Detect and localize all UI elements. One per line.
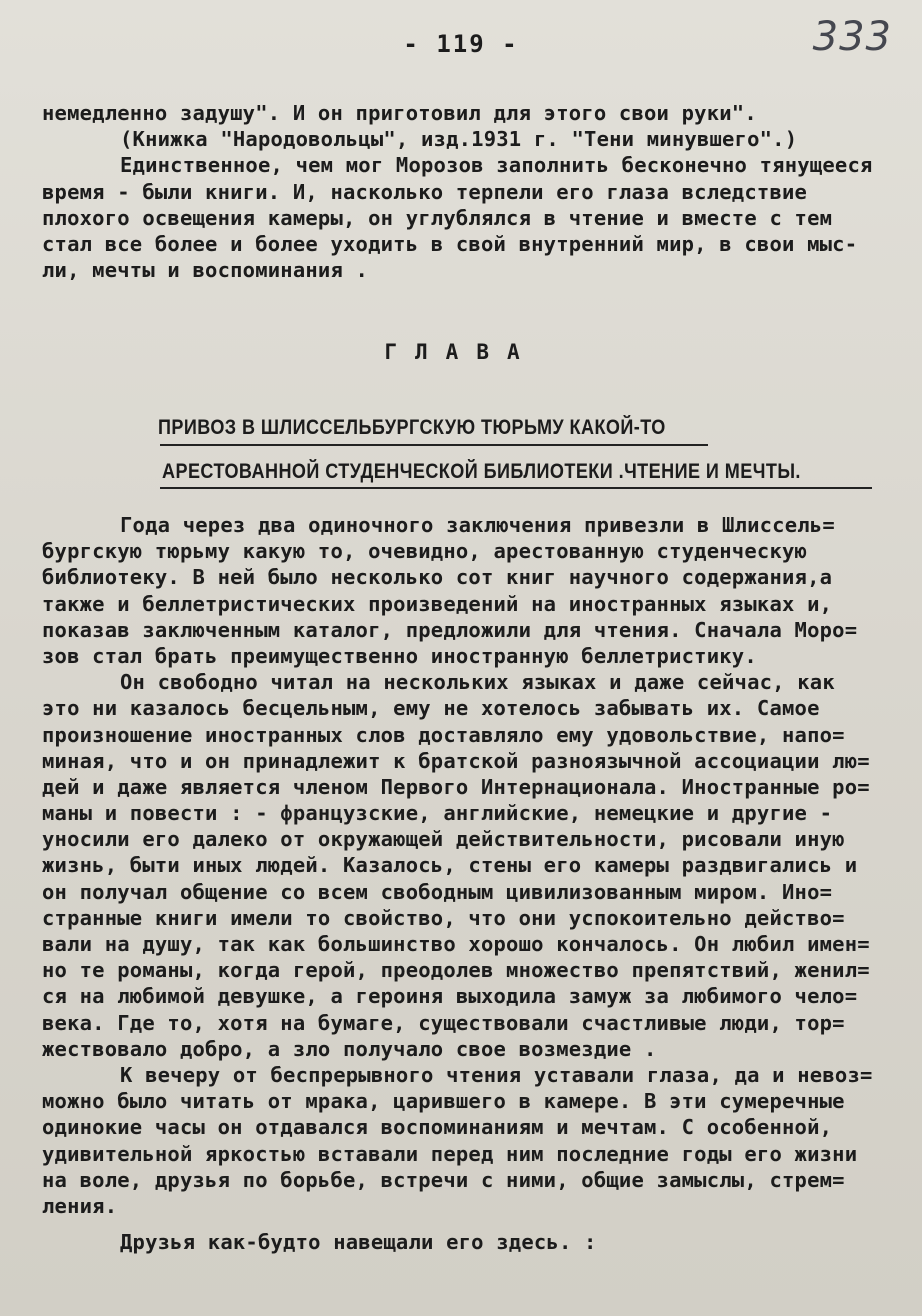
text-line: время - были книги. И, насколько терпели его глаза вследствие xyxy=(42,179,808,204)
text-line: это ни казалось бесцельным, ему не хотелось забывать их. Самое xyxy=(42,696,820,721)
text-line: ли, мечты и воспоминания . xyxy=(42,258,369,283)
text-line: Года через два одиночного заключения привезли в Шлиссель= xyxy=(120,513,835,537)
archive-folio-number: 333 xyxy=(812,14,892,60)
text-line: можно было читать от мрака, царившего в камере. В эти сумеречные xyxy=(42,1089,845,1114)
text-line: К вечеру от беспрерывного чтения уставали глаза, да и невоз= xyxy=(120,1062,873,1087)
chapter-subtitle-line-1: ПРИВОЗ В ШЛИССЕЛЬБУРГСКУЮ ТЮРЬМУ КАКОЙ-ТО xyxy=(158,416,666,439)
text-line: плохого освещения камеры, он углублялся в чтение и вместе с тем xyxy=(42,205,833,230)
text-line: также и беллетристических произведений на иностранных языках и, xyxy=(42,591,833,616)
text-line: Друзья как-будто навещали его здесь. : xyxy=(120,1230,597,1255)
text-line: удивительной яркостью вставали перед ним последние годы его жизни xyxy=(42,1141,858,1166)
body-text-block xyxy=(42,512,910,1255)
text-line: дей и даже является членом Первого Интернационала. Иностранные ро= xyxy=(42,774,870,799)
text-line: маны и повести : - французские, английские, немецкие и другие - xyxy=(42,801,833,826)
text-line: он получал общение со всем свободным цивилизованным миром. Ино= xyxy=(42,879,833,904)
text-line: показав заключенным каталог, предложили для чтения. Сначала Моро= xyxy=(42,617,858,642)
text-line: Единственное, чем мог Морозов заполнить бесконечно тянущееся xyxy=(120,153,873,178)
page-number: - 119 - xyxy=(403,30,519,58)
subtitle-underline xyxy=(160,487,872,489)
chapter-subtitle-line-2: АРЕСТОВАННОЙ СТУДЕНЧЕСКОЙ БИБЛИОТЕКИ .ЧТЕНИЕ И МЕЧТЫ. xyxy=(162,460,801,483)
text-line: зов стал брать преимущественно иностранную беллетристику. xyxy=(42,643,757,668)
text-line: жествовало добро, а зло получало свое возмездие . xyxy=(42,1036,657,1061)
text-line: вали на душу, так как большинство хорошо кончалось. Он любил имен= xyxy=(42,932,870,956)
text-line: одинокие часы он отдавался воспоминаниям и мечтам. С особенной, xyxy=(42,1115,833,1140)
text-line: миная, что и он принадлежит к братской разноязычной ассоциации лю= xyxy=(42,748,870,773)
text-line: бургскую тюрьму какую то, очевидно, арестованную студенческую xyxy=(42,539,808,564)
text-line: но те романы, когда герой, преодолев множество препятствий, женил= xyxy=(42,958,870,983)
text-line: Он свободно читал на нескольких языках и даже сейчас, как xyxy=(120,670,835,695)
text-line: библиотеку. В ней было несколько сот книг научного содержания,а xyxy=(42,565,833,590)
text-line: ся на любимой девушке, а героиня выходила замуж за любимого чело= xyxy=(42,984,858,1009)
text-line: стал все более и более уходить в свой внутренний мир, в свои мыс- xyxy=(42,231,858,256)
text-line: странные книги имели то свойство, что они успокоительно действо= xyxy=(42,905,845,930)
text-line: немедленно задушу". И он приготовил для этого свои руки". xyxy=(42,101,757,125)
text-line: уносили его далеко от окружающей действительности, рисовали иную xyxy=(42,827,845,852)
top-text-block xyxy=(42,100,910,283)
text-line: на воле, друзья по борьбе, встречи с ними, общие замыслы, стрем= xyxy=(42,1167,845,1192)
text-line: произношение иностранных слов доставляло ему удовольствие, напо= xyxy=(42,722,845,747)
text-line: века. Где то, хотя на бумаге, существовали счастливые люди, тор= xyxy=(42,1010,845,1035)
text-line: (Книжка "Народовольцы", изд.1931 г. "Тени минувшего".) xyxy=(120,127,798,152)
text-line: ления. xyxy=(42,1193,118,1218)
chapter-heading: ГЛАВА xyxy=(384,340,538,364)
subtitle-underline xyxy=(160,444,708,446)
text-line: жизнь, быти иных людей. Казалось, стены его камеры раздвигались и xyxy=(42,853,858,878)
